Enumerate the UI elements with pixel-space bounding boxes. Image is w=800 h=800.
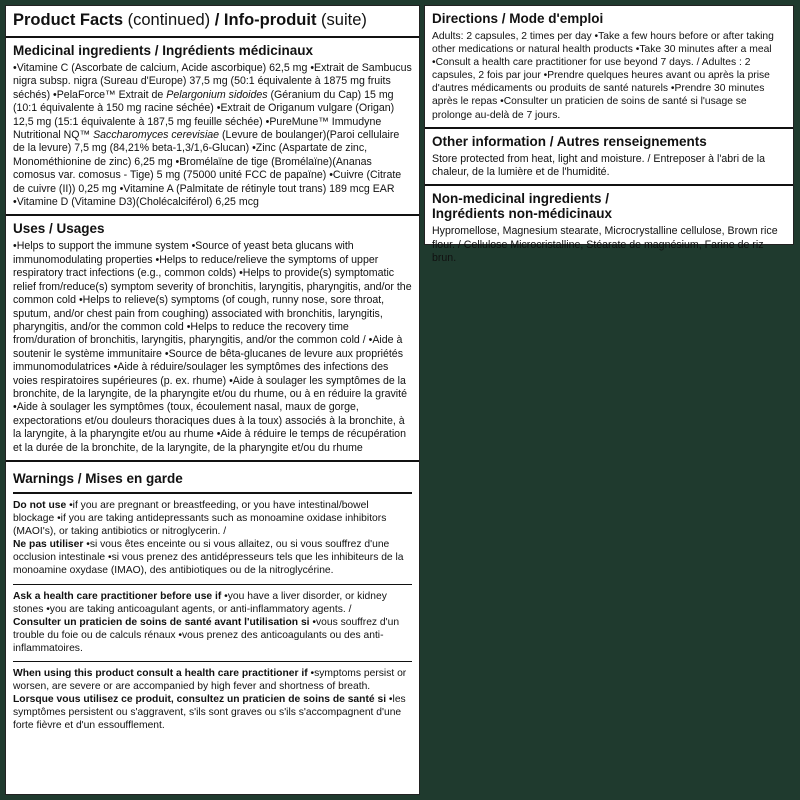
ne-pas-utiliser-text: •si vous êtes enceinte ou si vous allaitez, ou si vous souffrez d'une occlusion intestinale •si vous prenez des antidépresseurs tels que les inhibiteurs de la monoamine oxydase (IMAO), des antibiotiques ou de la nitroglycérine. bbox=[13, 539, 404, 577]
warnings-heading: Warnings / Mises en garde bbox=[13, 470, 183, 486]
title-continued-en: (continued) bbox=[123, 11, 215, 29]
medicinal-ingredients-heading: Medicinal ingredients / Ingrédients médicinaux bbox=[13, 43, 314, 58]
other-information-text: Store protected from heat, light and moisture. / Entreposer à l'abri de la chaleur, de la lumière et de l'humidité. bbox=[432, 152, 765, 179]
when-using-label: When using this product consult a health care practitioner if bbox=[13, 668, 308, 679]
medicinal-text-part-2: (Géranium du Cap) 15 mg (10:1 équivalente à 150 mg racine séchée) •Extrait de Origanum vulgare (Origan) 12,5 mg (15:1 équivalente à 187,5 mg feuille séchée) •PureMune™ Immudyne Nutritional NQ™ bbox=[13, 88, 395, 142]
warnings-section bbox=[6, 462, 419, 739]
medicinal-italic-2: Saccharomyces cerevisiae bbox=[93, 129, 220, 142]
ne-pas-utiliser-label: Ne pas utiliser bbox=[13, 539, 84, 551]
non-medicinal-heading-en: Non-medicinal ingredients / bbox=[432, 191, 610, 207]
do-not-use-label: Do not use bbox=[13, 499, 67, 511]
ask-practitioner-label: Ask a health care practitioner before use if bbox=[13, 590, 222, 602]
when-using-text: •symptoms persist or worsen, are severe or are accompanied by high fever and shortness of breath. bbox=[13, 668, 407, 693]
lorsque-utilisez-text: •les symptômes persistent ou s'aggravent, s'ils sont graves ou s'ils s'accompagnent d'une forte fièvre et d'un essoufflement. bbox=[13, 694, 406, 732]
uses-section bbox=[6, 216, 419, 462]
medicinal-ingredients-section bbox=[6, 38, 419, 216]
warning-ask-practitioner bbox=[13, 584, 412, 661]
lorsque-utilisez-label: Lorsque vous utilisez ce produit, consultez un praticien de soins de santé si bbox=[13, 694, 387, 706]
non-medicinal-heading-fr: Ingrédients non-médicinaux bbox=[432, 206, 613, 222]
product-facts-panel bbox=[5, 5, 420, 795]
directions-text: Adults: 2 capsules, 2 times per day •Take a few hours before or after taking other medications or natural health products •Take 30 minutes after a meal •Consult a health care practitioner for use beyond 7 days. / Adultes : 2 capsules, 2 fois par jour •Prendre quelques heures avant ou après la prise d'autres médicaments ou produits de santé naturels •Prendre 30 minutes après le repas •Consulter un praticien de soins de santé si l'usage se prolonge au-delà de 7 jours. bbox=[432, 31, 774, 121]
medicinal-text-part-3: (Levure de boulanger)(Paroi cellulaire de la levure) 7,5 mg (84,21% beta-1,3/1,6-Glucan) •Zinc (Aspartate de zinc, Monométhionine de zinc) 6,25 mg •Bromélaïne de tige (Bromélaïne)(Ananas comosus var. comosus - Tige) 5 mg (75000 unité FCC de papaïne) •Cuivre (Citrate de cuivre (II)) 0,25 mg •Vitamine A (Palmitate de rétinyle tout trans) 189 mcg EAR •Vitamine D (Vitamine D3)(Cholécalciférol) 6,25 mcg bbox=[13, 129, 402, 209]
title-bold-fr: / Info-produit bbox=[214, 11, 317, 29]
consulter-praticien-text: •vous souffrez d'un trouble du foie ou de calculs rénaux •vous prenez des anticoagulants ou des anti-inflammatoires. bbox=[13, 616, 400, 654]
do-not-use-text: •if you are pregnant or breastfeeding, or you have intestinal/bowel blockage •if you are taking antidepressants such as monoamine oxidase inhibitors (MAOI's), or taking antibiotics or nitroglycerin. / bbox=[13, 499, 387, 538]
uses-text: •Helps to support the immune system •Source of yeast beta glucans with immunomodulating properties •Helps to reduce/relieve the symptoms of upper respiratory tract infections (e.g., common colds) •Helps to provide(s) symptomatic relief from/reduce(s) symptom severity of bronchitis, laryngitis, pharyngitis, and/or the common cold •Helps to relieve(s) symptoms (of cough, runny nose, sore throat, sputum, and/or chest pain from coughing) associated with bronchitis, laryngitis, pharyngitis, and/or the common cold •Helps to reduce the recovery time from/duration of bronchitis, laryngitis, pharyngitis, and/or the common cold / •Aide à soutenir le système immunitaire •Source de bêta-glucanes de levure aux propriétés immunomodulatrices •Aide à réduire/soulager les symptômes des infections des voies respiratoires supérieures (p. ex. rhume) •Aide à soulager les symptômes de la bronchite, de la laryngite, de la pharyngite et/ou du rhume, ou à en réduire la gravité •Aide à soulager les symptômes (toux, écoulement nasal, maux de gorge, expectorations et/ou douleurs thoraciques dues à la toux) associés à la bronchite, à la laryngite, à la pharyngite et/ou au rhume •Aide à réduire le temps de récupération et la durée de la bronchite, de la laryngite, de la pharyngite et/ou du rhume bbox=[13, 240, 412, 454]
non-medicinal-section bbox=[425, 186, 793, 270]
directions-panel bbox=[424, 5, 794, 265]
medicinal-italic-1: Pelargonium sidoides bbox=[166, 88, 268, 101]
directions-section bbox=[425, 6, 793, 129]
other-information-section bbox=[425, 129, 793, 187]
directions-heading: Directions / Mode d'emploi bbox=[432, 11, 604, 26]
medicinal-ingredients-text bbox=[13, 62, 412, 209]
warning-when-using bbox=[13, 661, 412, 738]
uses-heading: Uses / Usages bbox=[13, 221, 105, 237]
warning-do-not-use bbox=[13, 492, 412, 584]
title-bold-en: Product Facts bbox=[13, 11, 124, 29]
other-information-heading: Other information / Autres renseignements bbox=[432, 133, 707, 149]
non-medicinal-text: Hypromellose, Magnesium stearate, Microcrystalline cellulose, Brown rice flour. / Cellulose Microcristalline, Stéarate de magnésium, Farine de riz brun. bbox=[432, 225, 778, 265]
medicinal-text-part-1: •Vitamine C (Ascorbate de calcium, Acide ascorbique) 62,5 mg •Extrait de Sambucus nigra subsp. nigra (Sureau d'Europe) 37,5 mg (50:1 équivalente à 1875 mg fruits séchés) •PelaForce™ Extrait de bbox=[13, 62, 412, 101]
ask-practitioner-text: •you have a liver disorder, or kidney stones •you are taking anticoagulant agents, or anti-inflammatory agents. / bbox=[13, 590, 387, 615]
product-facts-title bbox=[6, 6, 419, 38]
consulter-praticien-label: Consulter un praticien de soins de santé avant l'utilisation si bbox=[13, 616, 310, 628]
title-continued-fr: (suite) bbox=[316, 11, 367, 29]
non-medicinal-heading bbox=[432, 191, 786, 221]
